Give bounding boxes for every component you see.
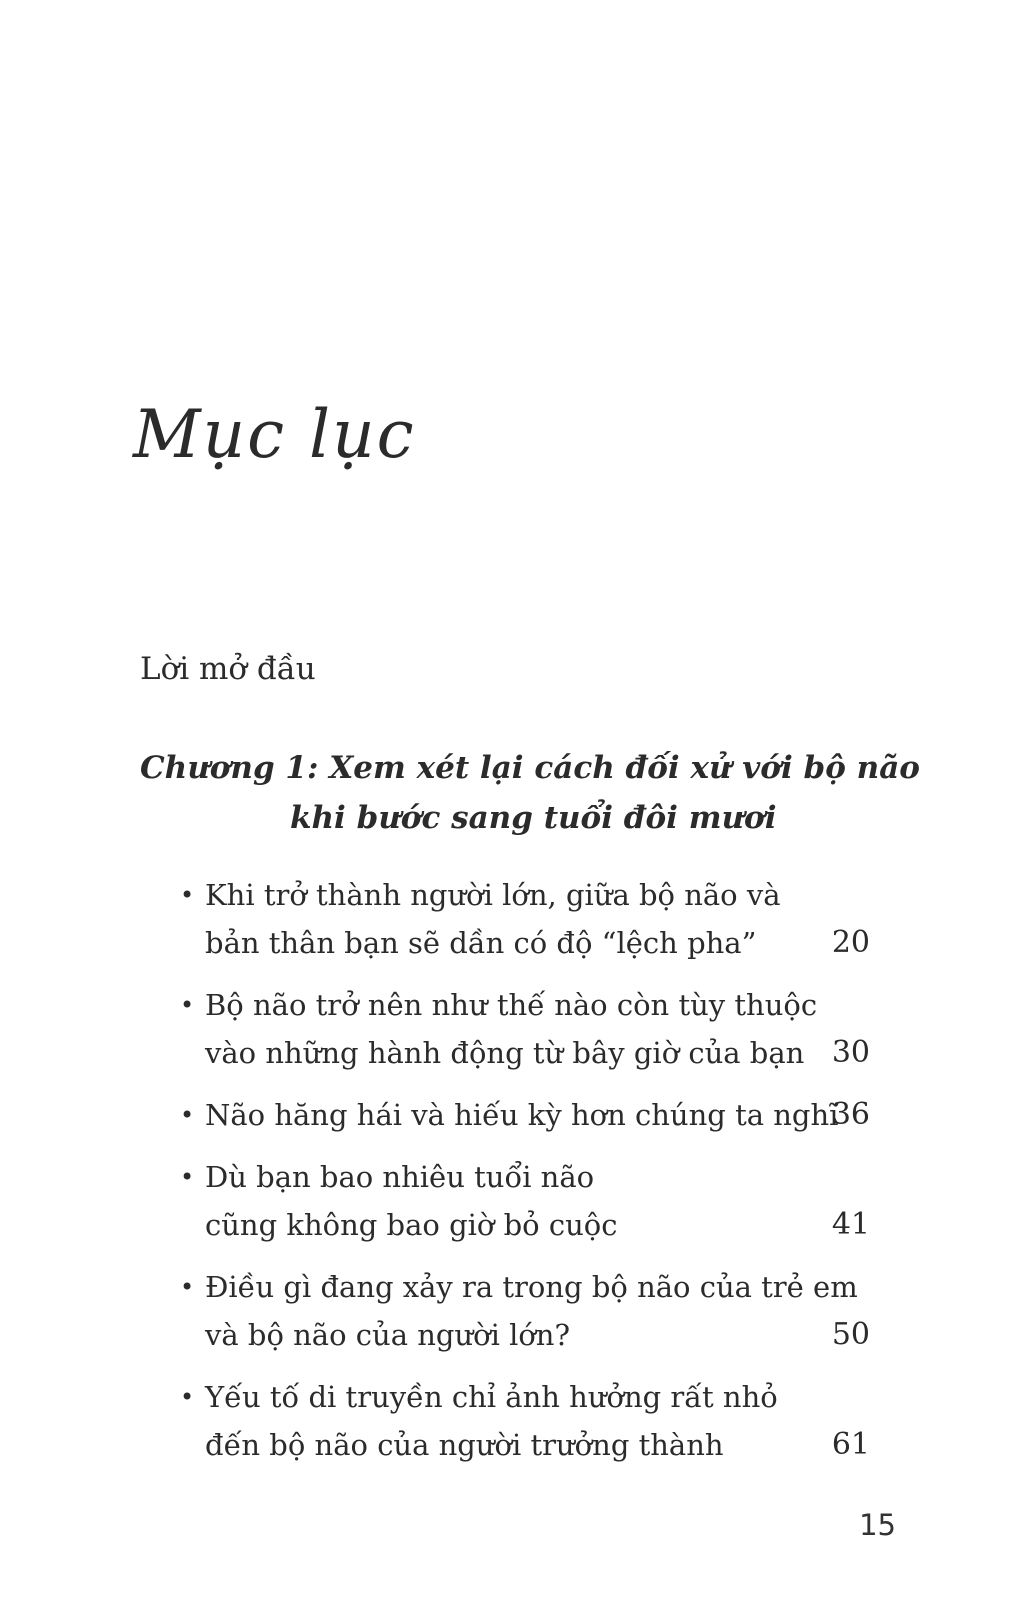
toc-item-text: Não hăng hái và hiếu kỳ hơn chúng ta nghĩ <box>205 1098 839 1132</box>
toc-item-lines <box>180 981 870 1077</box>
toc-item-line <box>205 919 870 967</box>
table-of-contents <box>140 645 920 1483</box>
toc-title: Mục lục <box>133 396 416 473</box>
toc-item-line <box>180 1153 870 1201</box>
toc-item-text: cũng không bao giờ bỏ cuộc <box>205 1208 618 1242</box>
toc-item-page-number: 41 <box>831 1207 870 1242</box>
toc-item <box>140 871 870 967</box>
toc-item-text: Yếu tố di truyền chỉ ảnh hưởng rất nhỏ <box>205 1380 778 1414</box>
toc-item-line <box>205 1029 870 1077</box>
toc-item-text: Khi trở thành người lớn, giữa bộ não và <box>205 878 781 912</box>
toc-item-lines <box>180 1263 870 1359</box>
toc-item-text: vào những hành động từ bây giờ của bạn <box>205 1036 805 1070</box>
bullet-icon: • <box>180 991 195 1019</box>
toc-item-text: Điều gì đang xảy ra trong bộ não của trẻ em <box>205 1270 858 1304</box>
bullet-icon: • <box>180 1101 195 1129</box>
toc-item <box>140 1091 870 1139</box>
toc-item-text: đến bộ não của người trưởng thành <box>205 1428 724 1462</box>
folio-page-number: 15 <box>859 1508 896 1542</box>
bullet-icon: • <box>180 1383 195 1411</box>
toc-item-line <box>205 1421 870 1469</box>
bullet-icon: • <box>180 1163 195 1191</box>
chapter-heading-line-2: khi bước sang tuổi đôi mươi <box>290 800 777 836</box>
toc-item <box>140 981 870 1077</box>
toc-item-page-number: 61 <box>831 1427 870 1462</box>
toc-item-text: Bộ não trở nên như thế nào còn tùy thuộc <box>205 988 818 1022</box>
toc-item-page-number: 30 <box>831 1035 870 1070</box>
toc-item <box>140 1263 870 1359</box>
toc-item-page-number: 36 <box>831 1097 870 1132</box>
toc-item-line <box>205 1311 870 1359</box>
toc-entry-preface: Lời mở đầu <box>140 651 316 687</box>
toc-item-lines <box>180 871 870 967</box>
toc-item-page-number: 50 <box>831 1317 870 1352</box>
toc-item-text: bản thân bạn sẽ dần có độ “lệch pha” <box>205 926 757 960</box>
toc-item-line <box>180 871 870 919</box>
toc-item-page-number: 20 <box>831 925 870 960</box>
bullet-icon: • <box>180 881 195 909</box>
toc-item-text: Dù bạn bao nhiêu tuổi não <box>205 1160 595 1194</box>
toc-item <box>140 1373 870 1469</box>
chapter-heading-line-1: Chương 1: Xem xét lại cách đối xử với bộ não <box>140 750 920 786</box>
toc-item-line <box>205 1201 870 1249</box>
toc-list <box>140 871 870 1469</box>
toc-item-line <box>180 1263 870 1311</box>
toc-item-lines <box>180 1091 870 1139</box>
toc-item-line <box>180 1373 870 1421</box>
chapter-heading <box>140 743 920 843</box>
toc-item-lines <box>180 1153 870 1249</box>
toc-item-text: và bộ não của người lớn? <box>205 1318 571 1352</box>
toc-item-lines <box>180 1373 870 1469</box>
toc-item-line <box>180 1091 870 1139</box>
bullet-icon: • <box>180 1273 195 1301</box>
toc-item <box>140 1153 870 1249</box>
toc-item-line <box>180 981 870 1029</box>
